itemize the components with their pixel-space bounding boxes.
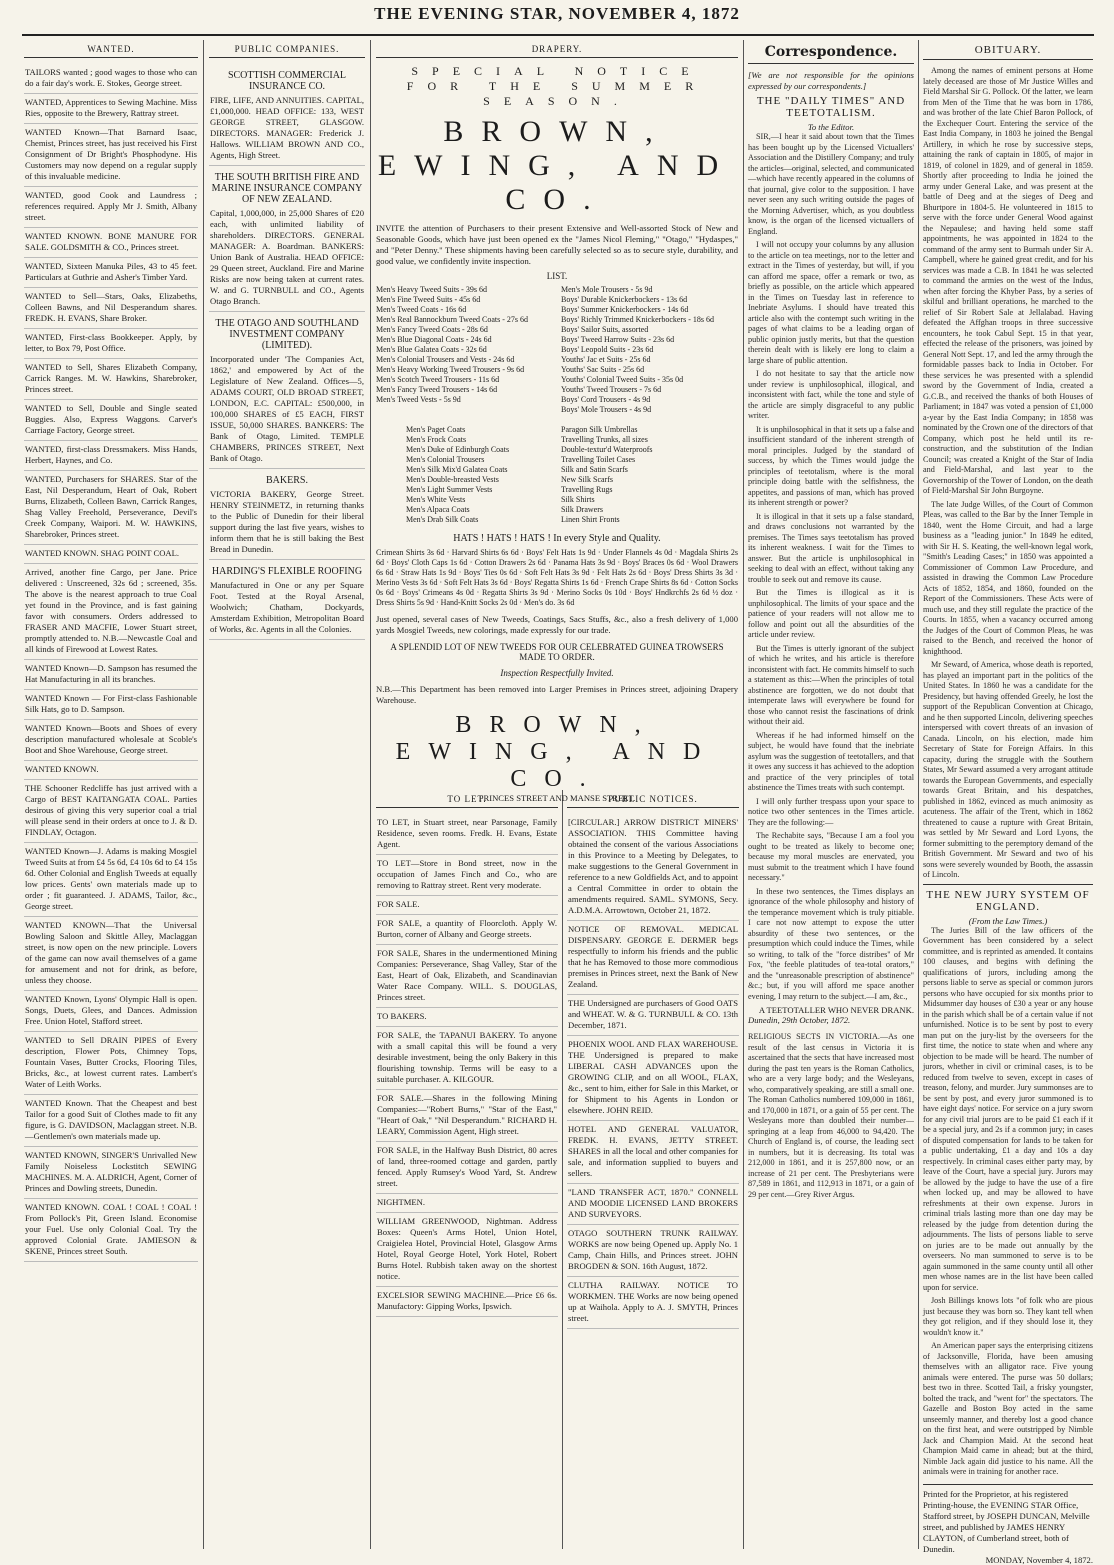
wanted-ad: WANTED Known—J. Adams is making Mosgiel Tweed Suits at from £4 5s 6d, £4 10s 6d to £4 15s 6d. Other Colonial and English Tweeds at equally low prices. Gents' own materials made up to order ; fit guaranteed. J. ADAMS, Tailor, &c., George street. [24,843,198,917]
price-item: Men's Fine Tweed Suits - 45s 6d [376,295,481,304]
column-rule [203,40,204,1549]
price-item: Men's Blue Galatea Coats - 32s 6d [376,345,487,354]
price-item: Boys' Leopold Suits - 23s 6d [561,345,654,354]
imprint-date: MONDAY, November 4, 1872. [985,1554,1093,1565]
obituary-heading: OBITUARY. [923,40,1093,60]
letter-paragraph: I will only further trespass upon your space to notice two other sentences in the Times article. They are the following:— [748,796,914,827]
goods-list [376,425,738,525]
price-item: Boys' Summer Knickerbockers - 14s 6d [561,305,689,314]
to-let-ad: FOR SALE, in the Halfway Bush District, 80 acres of land, three-roomed cottage and garden, partly fenced. Apply Rumsey's Wood Yard, St. Andrew street. [376,1142,558,1194]
public-notice: THE Undersigned are purchasers of Good OATS and WHEAT. W. & G. TURNBULL & CO. 13th December, 1871. [567,995,739,1036]
wanted-ad: WANTED, first-class Dressmakers. Miss Hands, Herbert, Haynes, and Co. [24,441,198,471]
letter-paragraph: Whereas if he had informed himself on the subject, he would have found that the inebriate asylum was the suggestion of teetotallers, and that it owes any success it has achieved to the adoption and practice of the very principles of total abstinence the Times treats with such contempt. [748,730,914,792]
goods-item: Double-textur'd Waterproofs [561,445,653,454]
price-item: Men's Mole Trousers - 5s 9d [561,285,653,294]
letter-paragraph: I do not hesitate to say that the article now under review is unphilosophical, illogical, and inconsistent with fact, while the tone and style of the article are simply disgraceful to any public writer. [748,369,914,420]
price-item: Men's Tweed Coats - 16s 6d [376,305,467,314]
company-body: FIRE, LIFE, AND ANNUITIES. CAPITAL, £1,000,000. HEAD OFFICE: 133, WEST GEORGE STREET, GLASGOW. DIRECTORS. MANAGER: Frederick J. Hallows. WILLIAM BROWN AND CO., Agents, High Street. [210,95,364,160]
public-notice: OTAGO SOUTHERN TRUNK RAILWAY. WORKS are now being Opened up. Apply No. 1 Camp, Chain Hills, and Princes street. JOHN BROGDEN & SON. 16th August, 1872. [567,1225,739,1277]
wanted-ad: WANTED to Sell DRAIN PIPES of Every description, Flower Pots, Chimney Tops, Fountain Vases, Butter Crocks, Flooring Tiles, Bricks, &c., at lowest current rates. Lambert's Water of Leith Works. [24,1032,198,1095]
obituary-column [923,40,1093,1565]
obituary-paragraph: The late Judge Willes, of the Court of Common Pleas, was called to the Bar by the Inner Temple in 1840, went the Home Circuit, and had a large business as a "leading junior." In 1849 he edited, with Sir H. S. Keating, the well-known legal work, "Smith's Leading Cases;" in 1850 was appointed a Commissioner of Common Law Procedure, and assisted in drawing the Common Law Procedure Acts of 1852, 1854, and 1860, founded on the Report of the Commissioners. These Acts were of much use, and they still regulate the practice of the Courts. In 1855, when a vacancy occurred among the Judges of the Court of Common Pleas, he was raised to the Bench, and received the honor of knighthood. [923,499,1093,656]
goods-item: Men's Light Summer Vests [406,485,493,494]
wanted-ad: WANTED KNOWN—That the Universal Bowling Saloon and Skittle Alley, Maclaggan street, is now open on the new principle. Lovers of the game can now avail themselves of a game for amusement and not for drink, as before, unless they choose. [24,917,198,991]
wanted-ads [24,64,198,1262]
jury-paragraph: Josh Billings knows lots "of folk who are pious just because they was born so. They kant tell when they got religion, and if they should lose it, they wouldn't know it." [923,1296,1093,1337]
goods-item: Men's Frock Coats [406,435,467,444]
public-notice: [CIRCULAR.] ARROW DISTRICT MINERS' ASSOCIATION. THIS Committee having obtained the consent of the various Associations in this Province to a Meeting by Delegates, to make suggestions to the General Government in reference to a new Goldfields Act, and to appoint a Central Committee in order to obtain the amendments required. SAML. SYMONS, Secy. A.D.M.A. Arrowtown, October 21, 1872. [567,814,739,921]
religious-sects-article: RELIGIOUS SECTS IN VICTORIA.—As one result of the last census in Victoria it is ascertained that the sects that have increased most during the past ten years is the Roman Catholics, who are a very large body; and the Wesleyans, who, comparatively speaking, are still a small one. The Roman Catholics numbered 109,000 in 1861, and 170,000 in 1871, or a gain of 55 per cent. The Wesleyans more than doubled their number—springing at a leap from 46,000 to 94,420. The Church of England is, of course, the leading sect in numbers, but it is decreasing. Its total was 212,000 in 1861, and it is 257,800 now, or an increase of 21 per cent. The Presbyterians were 87,589 in 1861, and 112,913 in 1871, or a gain of 29 per cent.—Grey River Argus. [748,1032,914,1199]
correspondence-column [748,40,914,1550]
company-body: Manufactured in One or any per Square Foot. Tested at the Royal Arsenal, Woolwich; Chatham, Dockyards, Amsterdam Exhibition, Metropolitan Board of Works, &c. Agents in all the Colonies. [210,580,364,634]
list-heading: LIST. [546,271,568,281]
price-item: Men's Real Bannockburn Tweed Coats - 27s 6d [376,315,529,324]
drapery-intro: INVITE the attention of Purchasers to their present Extensive and Well-assorted Stock of New and Seasonable Goods, which have just been opened ex the "James Nicol Fleming," "Otago," "Hydaspes," and "Peter Denny." These shipments having been carefully selected so as to secure style, durability, and good value, we confidently invite inspection. [376,223,738,266]
letter-paragraph: It is illogical in that it sets up a false standard, and draws conclusions not warranted by the premises. The Times says teetotalism has proved its inherent weakness. I wait for the Times to answer. But the article is unphilosophical in seeking to deal with an effect, without taking any trouble to seek out and remove its cause. [748,511,914,584]
goods-item: Men's Duke of Edinburgh Coats [406,445,510,454]
to-let-column [376,790,558,1550]
goods-item: Travelling Toilet Cases [561,455,636,464]
company-body: Capital, 1,000,000, in 25,000 Shares of £20 each, with unlimited liability of shareholders. DIRECTORS. GENERAL MANAGER: A. Boardman. BANKERS: Union Bank of Australia. HEAD OFFICE: 29 Queen street, Auckland. Fire and Marine Risks are now being taken at current rates. W. and G. TURNBULL and CO., Agents Otago Branch. [210,208,364,306]
goods-item: Silk Shirts [561,495,595,504]
hats-heading: HATS ! HATS ! HATS ! In every Style and Quality. [453,533,661,544]
wanted-ad: WANTED, good Cook and Laundress ; references required. Apply Mr J. Smith, Albany street. [24,187,198,228]
goods-item: Travelling Rugs [561,485,613,494]
price-item: Boys' Durable Knickerbockers - 13s 6d [561,295,688,304]
company-title: THE OTAGO AND SOUTHLAND INVESTMENT COMPANY (LIMITED). [215,318,359,351]
wanted-ad: WANTED to Sell, Double and Single seated Buggies. Also, Express Waggons. Carver's Carriage Factory, George street. [24,400,198,441]
just-opened: Just opened, several cases of New Tweeds, Coatings, Sacs Stuffs, &c., also a fresh delivery of 1,000 yards Mosgiel Tweeds, new colorings, made expressly for our trade. [376,614,738,635]
company-ad [209,312,365,469]
price-item: Youths' Jac et Suits - 25s 6d [561,355,651,364]
company-body: Incorporated under 'The Companies Act, 1862,' and empowered by Act of the Legislature of New Zealand. Offices—5, ADAMS COURT, OLD BROAD STREET, LONDON, E.C. CAPITAL: £500,000, in 100,000 SHARES of £5 EACH, FIRST ISSUE, 50,000 SHARES. BANKERS: The Bank of Otago, Limited. TEMPLE CHAMBERS, PRINCES STREET, Next Bank of Otago. [210,354,364,463]
goods-item: Men's Drab Silk Coats [406,515,479,524]
company-body: VICTORIA BAKERY, George Street. HENRY STEINMETZ, in returning thanks to the Public of Dunedin for their liberal support during the last five years, wishes to inform them that he is still baking the Best Bread in Dunedin. [210,489,364,554]
wanted-ad: WANTED KNOWN, SINGER'S Unrivalled New Family Noiseless Lockstitch SEWING MACHINES. M. A. ALDRICH, Agent, Corner of Princes and Dowling streets, Dunedin. [24,1147,198,1199]
jury-paragraph: An American paper says the enterprising citizens of Jacksonville, Florida, have been amusing themselves with an alligator race. Five young animals were entered. The purse was 50 dollars; best two in three. Scotted Tail, a frisky youngster, bolted the track, and "went for" the spectators. The Gazelle and Boston Boy acted in the same unseemly manner, and thereby lost a good chance on the first heat, and were outstripped by Nimble Jack and Champion Maid. At the second heat Champion Maid came in ahead; but at the third, Nimble Jack again did justice to his name. All the animals were in training for another race. [923,1341,1093,1476]
to-let-heading: TO LET. [376,790,558,808]
price-item: Men's Scotch Tweed Trousers - 11s 6d [376,375,500,384]
public-notice: "LAND TRANSFER ACT, 1870." CONNELL AND MOODIE LICENSED LAND BROKERS AND SURVEYORS. [567,1184,739,1225]
public-notice: HOTEL AND GENERAL VALUATOR, FREDK. H. EVANS, JETTY STREET. SHARES in all the local and other companies for sale, and information supplied to buyers and sellers. [567,1121,739,1184]
to-let-ad: TO BAKERS. [376,1008,558,1027]
hats-shirts-list: Crimean Shirts 3s 6d · Harvard Shirts 6s 6d · Boys' Felt Hats 1s 9d · Under Flannels 4s 0d · Magdala Shirts 2s 6d · Boys' Cloth Caps 1s 6d · Cotton Drawers 2s 6d · Panama Hats 3s 9d · Boys' Braces 0s 6d · Wool Drawers 6s 6d · Straw Hats 1s 9d · Boys' Ties 0s 6d · Soft Felt Hats 3s 9d · Felt Hats 2s 6d · Boys' Dress Shirts 3s 3d · Merino Vests 3s 6d · Soft Felt Hats 3s 6d · Boys' Regatta Shirts 1s 6d · French Crape Shirts 8s 6d · Cotton Socks 0s 6d · Boys' Crimeans 4s 0d · Regatta Shirts 3s 9d · Merino Socks 0s 10d · Boys' Hndkrchfs 2s 6d ½ doz · Dress Shirts 5s 9d · Hand-Knitt Socks 2s 0d · Men's do. 3s 6d [376,548,738,607]
company-ad [209,469,365,560]
letter-title: THE "DAILY TIMES" AND TEETOTALISM. [756,95,906,119]
wanted-ad: WANTED Known — For First-class Fashionable Silk Hats, go to D. Sampson. [24,690,198,720]
public-notice: PHOENIX WOOL AND FLAX WAREHOUSE. THE Undersigned is prepared to make LIBERAL CASH ADVANCES upon the GROWING CLIP, and on all WOOL, FLAX, &c., sent to him, either for Sale in this Market, or for Shipment to his Agents in London or elsewhere. JOHN REID. [567,1036,739,1121]
public-companies-heading: PUBLIC COMPANIES. [209,40,365,58]
price-item: Men's Fancy Tweed Coats - 28s 6d [376,325,488,334]
obituary-paragraph: Mr Seward, of America, whose death is reported, has played an important part in the politics of the United States. In 1860 he was a candidate for the Presidency, but having offended Greely, he lost the support of the Republican Convention at Chicago, and he then supported Lincoln, delivering speeches interspersed with covert threats of an invasion of Canada. Lincoln, on his election, made him Secretary of State for Foreign Affairs. In this capacity, during the struggle with the Southern States, Mr Seward assumed a very arrogant attitude towards the European Governments, and especially towards Great Britain, and his despatches, published in 1862, evinced as much animosity as acuteness. The affair of the Trent, which in 1862 threatened to cause a rupture with Great Britain, was settled by Mr Seward and Lord Lyons, the former submitting to the peremptory demand of the British Government. Mr Seward and two of his sons were severely wounded by Booth, the assassin of Lincoln. [923,660,1093,879]
to-let-ad: TO LET—Store in Bond street, now in the occupation of James Finch and Co., who are removing to Rattray street. Rent very moderate. [376,855,558,896]
goods-item: Men's Double-breasted Vests [406,475,499,484]
goods-item: New Silk Scarfs [561,475,613,484]
goods-item: Men's Colonial Trousers [406,455,485,464]
to-let-ad: EXCELSIOR SEWING MACHINE.—Price £6 6s. Manufactory: Gipping Works, Ipswich. [376,1287,558,1317]
price-item: Boys' Tweed Harrow Suits - 23s 6d [561,335,675,344]
price-item: Men's Heavy Working Tweed Trousers - 9s 6d [376,365,525,374]
masthead-rule [22,34,1094,36]
firm-name-footer: BROWN, EWING, AND CO. [395,712,719,792]
drapery-nb: N.B.—This Department has been removed into Larger Premises in Princes street, adjoining Drapery Warehouse. [376,684,738,705]
company-ad [209,166,365,312]
price-list [376,285,738,415]
public-notices [567,814,739,1329]
wanted-ad: WANTED KNOWN. COAL ! COAL ! COAL ! From Pollock's Pit, Green Island. Economise your Fuel. Use only Colonial Coal. Try the approved Colonial Grate. JAMIESON & SKENE, Princes street South. [24,1199,198,1262]
public-notices-column [567,790,739,1550]
company-title: HARDING'S FLEXIBLE ROOFING [211,566,363,577]
wanted-ad: WANTED, Purchasers for SHARES. Star of the East, Nil Desperandum, Heart of Oak, Robert Burns, Elizabeth, Colleen Bawn, Carrick Ranges, Shag Valley Freehold, Perseverance, Devil's Creek Company, Waipori. M. W. HAWKINS, Sharebroker, Princes street. [24,471,198,545]
to-let-ad: NIGHTMEN. [376,1194,558,1213]
drapery-heading: DRAPERY. [376,40,738,58]
wanted-heading: WANTED. [24,40,198,58]
price-item: Men's Blue Diagonal Coats - 24s 6d [376,335,492,344]
goods-item: Silk Drawers [561,505,603,514]
wanted-ad: WANTED, Sixteen Manuka Piles, 43 to 45 feet. Particulars at Guthrie and Asher's Timber Yard. [24,258,198,288]
public-companies-column [209,40,365,1550]
special-notice: SPECIAL NOTICE FOR THE SUMMER SEASON. [406,64,708,108]
to-let-ad: FOR SALE, Shares in the undermentioned Mining Companies: Perseverance, Shag Valley, Star of the East, Heart of Oak, Elizabeth, and Scandinavian Water Race Company. WILL. S. DOUGLAS, Princes street. [376,945,558,1008]
price-item: Boys' Mole Trousers - 4s 9d [561,405,652,414]
goods-item: Men's Silk Mix'd Galatea Coats [406,465,508,474]
wanted-ad: Arrived, another fine Cargo, per Jane. Price delivered : Unscreened, 32s 6d ; screened, 35s. The above is the nearest approach to true Coal yet found in the Province, and is fast gaining favor with consumers. Orders addressed to FRASER AND MACFIE, Lower Stuart street, promptly attended to. N.B.—Newcastle Coal and all kinds of Firewood at Lowest Rates. [24,564,198,660]
jury-body [923,926,1093,1478]
guinea-trousers: A SPLENDID LOT OF NEW TWEEDS FOR OUR CELEBRATED GUINEA TROWSERS MADE TO ORDER. [390,642,724,662]
wanted-ad: THE Schooner Redcliffe has just arrived with a Cargo of BEST KAITANGATA COAL. Parties desirous of giving this very superior coal a trial will please send in their orders at once to J. & D. FINDLAY, Octagon. [24,780,198,843]
wanted-ad: WANTED KNOWN. [24,761,198,780]
letter-paragraph: But the Times is illogical as it is unphilosophical. The limits of your space and the patience of your readers will not allow me to follow and point out all the absurdities of the article under review. [748,588,914,639]
wanted-ad: WANTED Known—Boots and Shoes of every description manufactured wholesale at Scoble's Boot and Shoe Warehouse, George street. [24,720,198,761]
goods-item: Silk and Satin Scarfs [561,465,628,474]
goods-item: Men's Alpaca Coats [406,505,470,514]
column-rule [918,40,919,1549]
public-notices-heading: PUBLIC NOTICES. [567,790,739,808]
goods-item: Paragon Silk Umbrellas [561,425,638,434]
goods-list-left [406,425,553,525]
to-let-ad: WILLIAM GREENWOOD, Nightman. Address Boxes: Queen's Arms Hotel, Union Hotel, Craigielea Hotel, Provincial Hotel, Glasgow Arms Hotel, Royal George Hotel, York Hotel, Robert Burns Hotel. Rubbish taken away on the shortest notice. [376,1213,558,1287]
price-item: Youths' Tweed Trousers - 7s 6d [561,385,662,394]
price-item: Men's Heavy Tweed Suits - 39s 6d [376,285,487,294]
to-let-ad: TO LET, in Stuart street, near Parsonage, Family Residence, seven rooms. Fredk. H. Evans, Estate Agent. [376,814,558,855]
jury-paragraph: The Juries Bill of the law officers of the Government has been considered by a select committee, and is reprinted as amended. It contains 100 clauses, and begins with defining the qualifications of jurors, including among the persons liable to serve as special or common jurors persons who have occupied for six months prior to Midsummer day houses of £30 a year or any house in the parish which shall be of a certain value if not unfurnished. Notice is to be sent by post to every man put on the jury-list by the overseers for the first time, the notice to state when and where any objection to be made will be heard. The number of jurors, whether in civil or criminal cases, is to be reduced from twelve to seven, except in cases of treason, felony, and murder. Jury summonses are to be sent by post, and every juror summoned is to have eight days' notice. For service on a jury sworn for any civil trial jurors are to be paid £1 each if it be a special jury, and 2s if a common jury; in cases of disputed compensation for lands to be taken for a public undertaking, £1 a day and 10s a day respectively. In criminal cases either party may, by leave of the Court, have a special jury. Jurors may be allowed by the judge to have the use of a fire when locked up, and may be allowed to have refreshments at their own expense. Jurors in criminal trials lasting more than one day may be released by the judge from detention during the adjournments. The lists of persons liable to serve on juries are to be made out annually by the overseers. No man summoned to serve is to be again summoned in the same county until all other men whose names are in the list have been called upon for service. [923,925,1093,1292]
price-item: Men's Tweed Vests - 5s 9d [376,395,461,404]
company-title: THE SOUTH BRITISH FIRE AND MARINE INSURANCE COMPANY OF NEW ZEALAND. [211,172,363,205]
letter-paragraph: I will not occupy your columns by any allusion to the article on tea meetings, nor to the letter and extract in the Times of yesterday, but will, if you can afford me space, offer a remark or two, as briefly as possible, on the article which appeared in the Times on Tuesday last in reference to Inebriate Asylums. I should have treated this article also with the contempt such writing in the pages of what claims to be a leading organ of public opinion justly merits, but that the question therein dealt with is likely ere long to claim a large share of public attention. [748,240,914,365]
price-item: Youths' Colonial Tweed Suits - 35s 0d [561,375,684,384]
correspondence-heading: Correspondence. [748,40,914,64]
wanted-ad: WANTED, First-class Bookkeeper. Apply, by letter, to Box 79, Post Office. [24,329,198,359]
letter-date: Dunedin, 29th October, 1872. [748,1015,851,1025]
company-ad [209,64,365,166]
wanted-ad: TAILORS wanted ; good wages to those who can do a fair day's work. E. Stokes, George street. [24,64,198,94]
public-notice: NOTICE OF REMOVAL. MEDICAL DISPENSARY. GEORGE E. DERMER begs respectfully to inform his friends and the public that he has Removed to those more commodious premises in Princes street, next the Bank of New Zealand. [567,921,739,995]
column-rule [743,40,744,1549]
price-item: Boys' Richly Trimmed Knickerbockers - 18s 6d [561,315,714,324]
company-ad [209,560,365,640]
wanted-ad: WANTED, Apprentices to Sewing Machine. Miss Ries, opposite to the Brewery, Rattray street. [24,94,198,124]
firm-address: PRINCES STREET AND MANSE STREET. [478,793,636,803]
letter-salutation: To the Editor. [807,122,855,132]
price-item: Youths' Sac Suits - 25s 6d [561,365,645,374]
to-let-ads [376,814,558,1317]
wanted-ad: WANTED Known—That Barnard Isaac, Chemist, Princes street, has just received his First Consignment of Dr Bright's Phosphodyne. His Customers may now depend on a regular supply of this invaluable medicine. [24,124,198,187]
letter-signature: A TEETOTALLER WHO NEVER DRANK. [758,1005,914,1015]
goods-item: Men's Paget Coats [406,425,466,434]
letter-body [748,132,914,1002]
disclaimer: [We are not responsible for the opinions expressed by our correspondents.] [748,70,914,91]
wanted-ad: WANTED to Sell—Stars, Oaks, Elizabeths, Colleen Bawns, and Nil Desperandum shares. FREDK. H. EVANS, Share Broker. [24,288,198,329]
wanted-ad: WANTED Known. That the Cheapest and best Tailor for a good Suit of Clothes made to fit any figure, is G. DAVIDSON, Maclaggan street. N.B.—Gentlemen's own materials made up. [24,1095,198,1147]
price-item: Men's Fancy Tweed Trousers - 14s 6d [376,385,498,394]
price-item: Boys' Sailor Suits, assorted [561,325,649,334]
to-let-ad: FOR SALE. [376,896,558,915]
public-company-ads [209,64,365,640]
price-list-left [376,285,553,415]
price-item: Men's Colonial Trousers and Vests - 24s 6d [376,355,515,364]
masthead: THE EVENING STAR, NOVEMBER 4, 1872 [374,4,740,23]
goods-item: Travelling Trunks, all sizes [561,435,648,444]
company-title: BAKERS. [266,475,308,486]
letter-paragraph: The Rechabite says, "Because I am a fool you ought to be treated as likely to become one; because my moral muscles are enervated, you must submit to the treatment which I have found necessary." [748,831,914,882]
column-rule [562,790,563,1549]
price-item: Boys' Cord Trousers - 4s 9d [561,395,651,404]
wanted-ad: WANTED Known, Lyons' Olympic Hall is open. Songs, Duets, Glees, and Dances. Admission Free. Union Hotel, Stafford street. [24,991,198,1032]
wanted-ad: WANTED KNOWN. BONE MANURE FOR SALE. GOLDSMITH & CO., Princes street. [24,228,198,258]
public-notice: CLUTHA RAILWAY. NOTICE TO WORKMEN. THE Works are now being opened up at Waihola. Apply to A. J. SMYTH, Princes street. [567,1277,739,1329]
wanted-ad: WANTED KNOWN. SHAG POINT COAL. [24,545,198,564]
inspection-invited: Inspection Respectfully Invited. [500,668,614,678]
letter-paragraph: It is unphilosophical in that it sets up a false and insufficient standard of the inherent strength of moral principles. Judged by the standard of success, by which the Times would judge the principles of teetotalism, where is the moral principle doing battle with the selfishness, the appetites, and passions of man, which has proved its inherent strength or power? [748,424,914,507]
company-title: SCOTTISH COMMERCIAL INSURANCE CO. [227,70,347,92]
price-list-right [561,285,738,415]
jury-source: (From the Law Times.) [968,915,1048,926]
obituary-paragraph: Among the names of eminent persons at Home lately deceased are those of Mr Justice Willes and Field Marshal Sir G. Pollock. Of the latter, we learn from Men of the Time that he was born in 1786, and was brother of the late Chief Baron Pollock, of the Exchequer Court. Entering the service of the East India Company, in 1803 he joined the Bengal Artillery, in which he rose by successive steps, attaining the rank of captain in 1805, of major in 1819, of colonel in 1829, and of general in 1859. Shortly after proceeding to India he joined the army under General Lake, and was present at the battle of Deeg and at the sieges of Deeg and Bhurtpore in 1804-5. He volunteered in 1815 to serve with the force under General Wood against the Nepaulese; and having held some staff appointments, he was appointed in 1824 to the command of the army sent to Burmah under Sir A. Campbell, where he gained great credit, and for his services was made a C.B. In 1841 he was selected to command the armies on the west of the Indus, when after forcing the Khyber Pass, by a series of skilful and brilliant operations, he marched to the relief of Sir Robert Sale at Jellalabad. Having defeated the Affghan troops in three successive encounters, he took Cabul Sept. 15 in that year, effected the release of the prisoners, was joined by General Nott Sept. 17, and led the army through the formidable passes back to India in October. For these services he was presented with a splendid sword by the Government of India, created a G.C.B., and received the thanks of both Houses of Parliament; in 1847 was voted a pension of £1,000 a-year by the East India Company; in 1858 was nominated by the Crown one of the directors of that Company, which post he held until its re-construction, and the substitution of the Indian Council; was created a Knight of the Star of India and Field-Marshal, and last year to the Governorship of the Tower of London, on the death of Field-Marshal Sir John Burgoyne. [923,66,1093,495]
to-let-ad: FOR SALE.—Shares in the following Mining Companies:—"Robert Burns," "Star of the East," "Heart of Oak," "Nil Desperandum." RICHARD H. LEARY, Commission Agent, High street. [376,1090,558,1142]
wanted-column [24,40,198,1550]
obituary-body [923,66,1093,881]
wanted-ad: WANTED Known—D. Sampson has resumed the Hat Manufacturing in all its branches. [24,660,198,690]
firm-name: BROWN, EWING, AND CO. [377,115,737,216]
to-let-ad: FOR SALE, the TAPANUI BAKERY. To anyone with a small capital this will be found a very desirable investment, being the only Bakery in this flourishing township. Terms will be easy to a suitable purchaser. A. KILGOUR. [376,1027,558,1090]
letter-paragraph: But the Times is utterly ignorant of the subject of which he writes, and his article is therefore inconsistent with fact. He commits himself to such a statement as this:—When the principles of total abstinence are forgotten, we do not doubt that intemperate laws will everywhere be found for those who cannot resist the fascinations of drink without their aid. [748,643,914,726]
letter-paragraph: SIR,—I hear it said about town that the Times has been bought up by the Licensed Victuallers' Association and the Distillery Company; and truly the articles—original, selected, and communicated—which have recently appeared in the columns of that journal, give color to the supposition. I have never seen any such writing outside the pages of the Morning Advertiser, which, as you doubtless know, is the organ of the licensed victuallers of England. [748,132,914,236]
wanted-ad: WANTED to Sell, Shares Elizabeth Company, Carrick Ranges. M. W. Hawkins, Sharebroker, Princes street. [24,359,198,400]
goods-item: Linen Shirt Fronts [561,515,620,524]
jury-title: THE NEW JURY SYSTEM OF ENGLAND. [923,884,1093,913]
column-rule [370,40,371,1549]
to-let-ad: FOR SALE, a quantity of Floorcloth. Apply W. Burton, corner of Albany and George streets. [376,915,558,945]
imprint: Printed for the Proprietor, at his registered Printing-house, the EVENING STAR Office, Stafford street, by JOSEPH DUNCAN, Melville street, and published by JAMES HENRY CLAYTON, of Cumberland street, both of Dunedin. [923,1484,1093,1555]
goods-list-right [561,425,708,525]
letter-paragraph: In these two sentences, the Times displays an ignorance of the whole philosophy and history of the temperance movement which is truly pitiable. I care not now attempt to expose the utter absurdity of these two sentences, or the presumption which could induce the Times, while so writing, to talk of the "force distribes" of Mr Fox, "the feeble platitudes of tea-total orators," and the "unreasonable prescription of abstinence" &c.; but, if you will afford me space another evening, I may return to the subject.—I am, &c., [748,886,914,1001]
goods-item: Men's White Vests [406,495,466,504]
